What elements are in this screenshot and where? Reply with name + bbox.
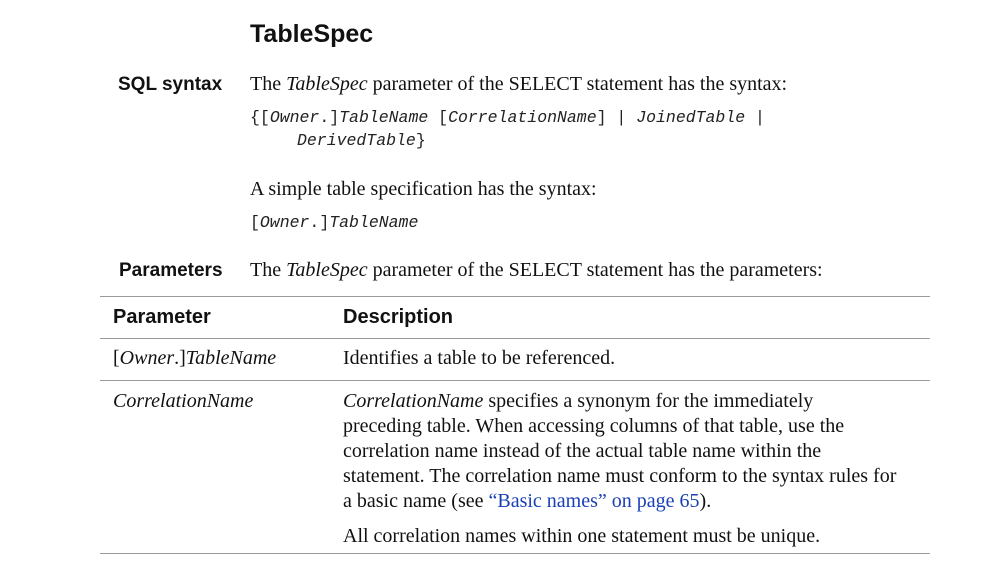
row-2-description-line-2: preceding table. When accessing columns of that table, use the <box>343 415 845 437</box>
header-rule <box>100 338 930 339</box>
row-2-note: All correlation names within one statement must be unique. <box>343 525 821 547</box>
page-title: TableSpec <box>250 20 374 48</box>
row-2-description-line-5: a basic name (see “Basic names” on page 65). <box>343 490 712 512</box>
row-2-description-line-3: correlation name instead of the actual table name within the <box>343 440 822 462</box>
tablespec-term: TableSpec <box>286 259 368 281</box>
syntax-code-line-1: {[Owner.]TableName [CorrelationName] | JoinedTable | <box>250 108 765 127</box>
column-header-parameter: Parameter <box>113 306 211 328</box>
table-bottom-rule <box>100 553 930 554</box>
row-2-description-line-4: statement. The correlation name must conform to the syntax rules for <box>343 465 897 487</box>
parameters-label: Parameters <box>119 260 223 281</box>
sql-syntax-label: SQL syntax <box>118 74 223 95</box>
parameters-intro: The TableSpec parameter of the SELECT statement has the parameters: <box>250 259 823 281</box>
syntax-code-line-2: DerivedTable} <box>297 131 426 150</box>
sql-syntax-intro: The TableSpec parameter of the SELECT statement has the syntax: <box>250 73 788 95</box>
simple-spec-code: [Owner.]TableName <box>250 213 419 232</box>
row-1-rule <box>100 380 930 381</box>
column-header-description: Description <box>343 306 454 328</box>
row-2-parameter: CorrelationName <box>113 390 254 412</box>
row-1-description: Identifies a table to be referenced. <box>343 347 616 369</box>
tablespec-term: TableSpec <box>286 73 368 95</box>
row-1-parameter: [Owner.]TableName <box>113 347 277 369</box>
simple-spec-text: A simple table specification has the syntax: <box>250 178 597 200</box>
table-top-rule <box>100 296 930 297</box>
row-2-description-line-1: CorrelationName specifies a synonym for the immediately <box>343 390 814 412</box>
basic-names-link[interactable]: “Basic names” on page 65 <box>488 490 700 512</box>
